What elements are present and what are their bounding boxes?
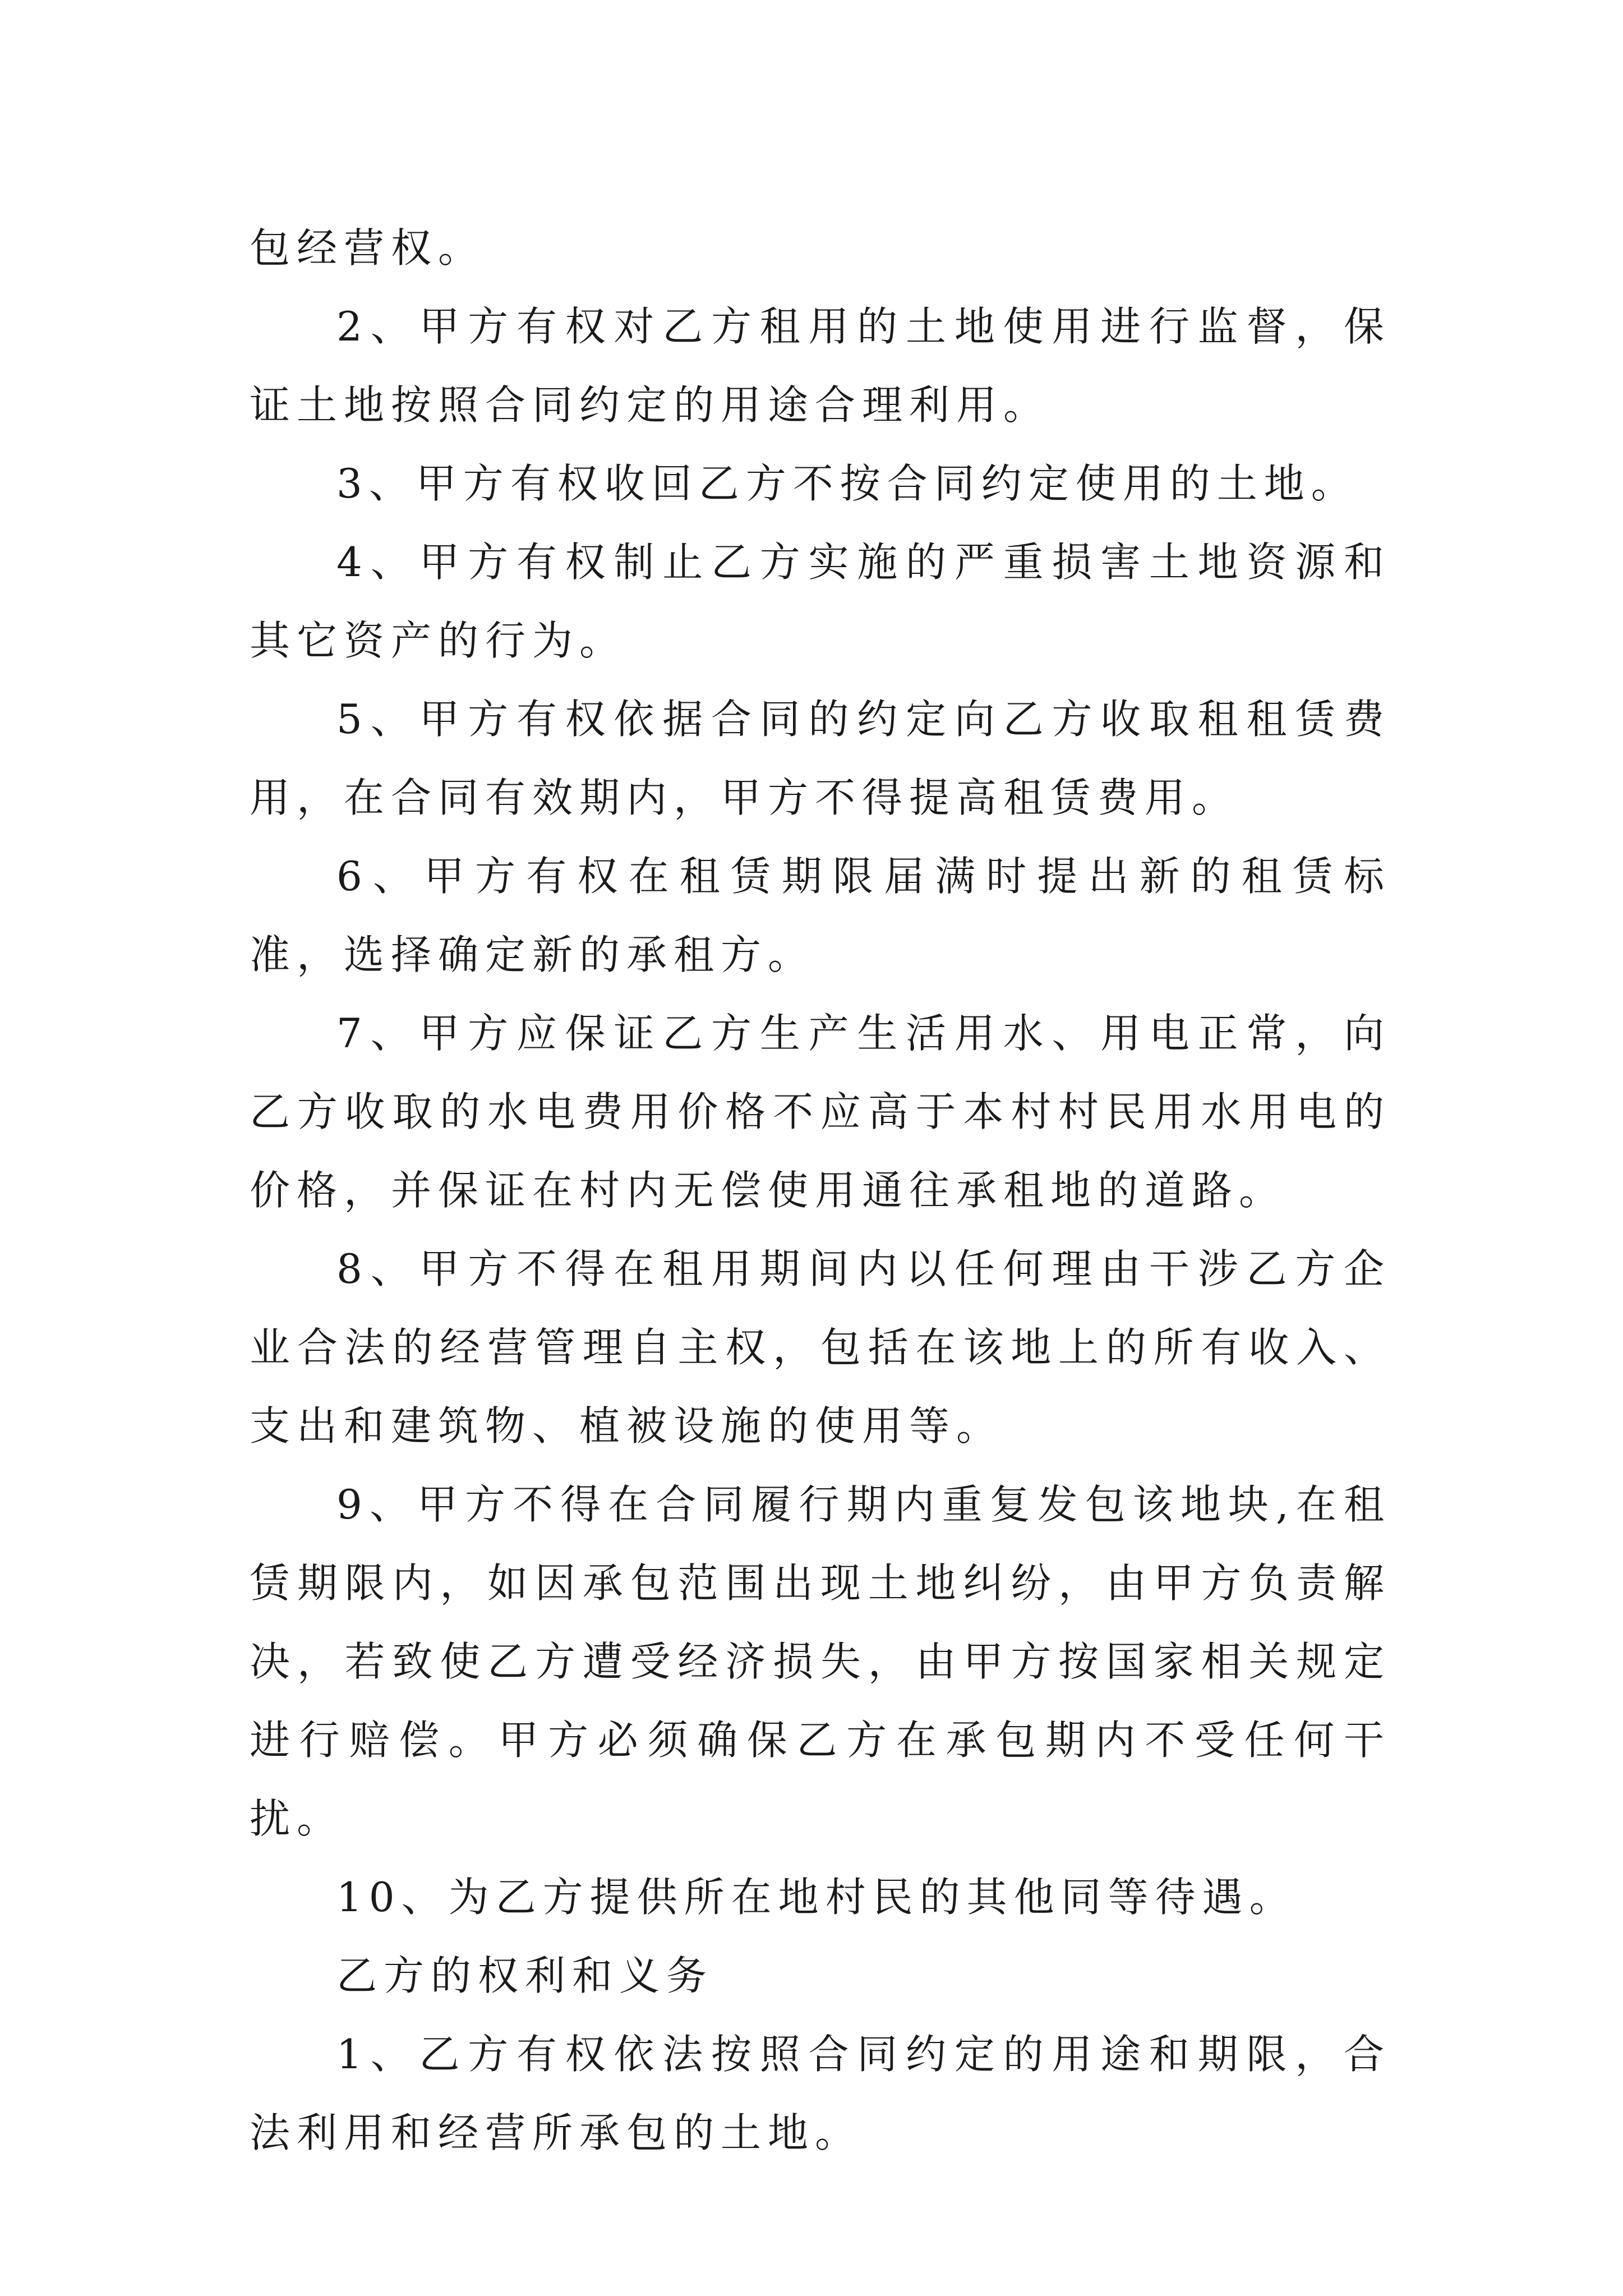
section-heading: 乙方的权利和义务 [336, 1952, 714, 1999]
paragraph-item-9: 9、甲方不得在合同履行期内重复发包该地块,在租赁期限内，如因承包范围出现土地纠纷，由甲方负责解决，若致使乙方遭受经济损失，由甲方按国家相关规定进行赔偿。甲方必须确保乙方在承包期内不受任何干扰。 [250, 1481, 1391, 1842]
paragraph-item-5: 5、甲方有权依据合同的约定向乙方收取租租赁费用，在合同有效期内，甲方不得提高租赁费用。 [250, 696, 1391, 821]
paragraph-item-4: 4、甲方有权制止乙方实施的严重损害土地资源和其它资产的行为。 [250, 539, 1391, 664]
paragraph-item-8: 8、甲方不得在租用期间内以任何理由干涉乙方企业合法的经营管理自主权，包括在该地上的所有收入、支出和建筑物、植被设施的使用等。 [250, 1245, 1391, 1450]
paragraph-item-7: 7、甲方应保证乙方生产生活用水、用电正常，向乙方收取的水电费用价格不应高于本村村民用水用电的价格，并保证在村内无偿使用通往承租地的道路。 [250, 1010, 1391, 1214]
paragraph-item-3: 3、甲方有权收回乙方不按合同约定使用的土地。 [336, 460, 1358, 507]
document-body [250, 209, 1391, 2172]
paragraph-item-2: 2、甲方有权对乙方租用的土地使用进行监督，保证土地按照合同约定的用途合理利用。 [250, 303, 1391, 429]
paragraph-continuation: 包经营权。 [250, 224, 486, 272]
paragraph-item-10: 10、为乙方提供所在地村民的其他同等待遇。 [336, 1874, 1297, 1921]
paragraph-party-b-item-1: 1、乙方有权依法按照合同约定的用途和期限，合法利用和经营所承包的土地。 [250, 2031, 1391, 2156]
paragraph-item-6: 6、甲方有权在租赁期限届满时提出新的租赁标准，选择确定新的承租方。 [250, 853, 1391, 978]
